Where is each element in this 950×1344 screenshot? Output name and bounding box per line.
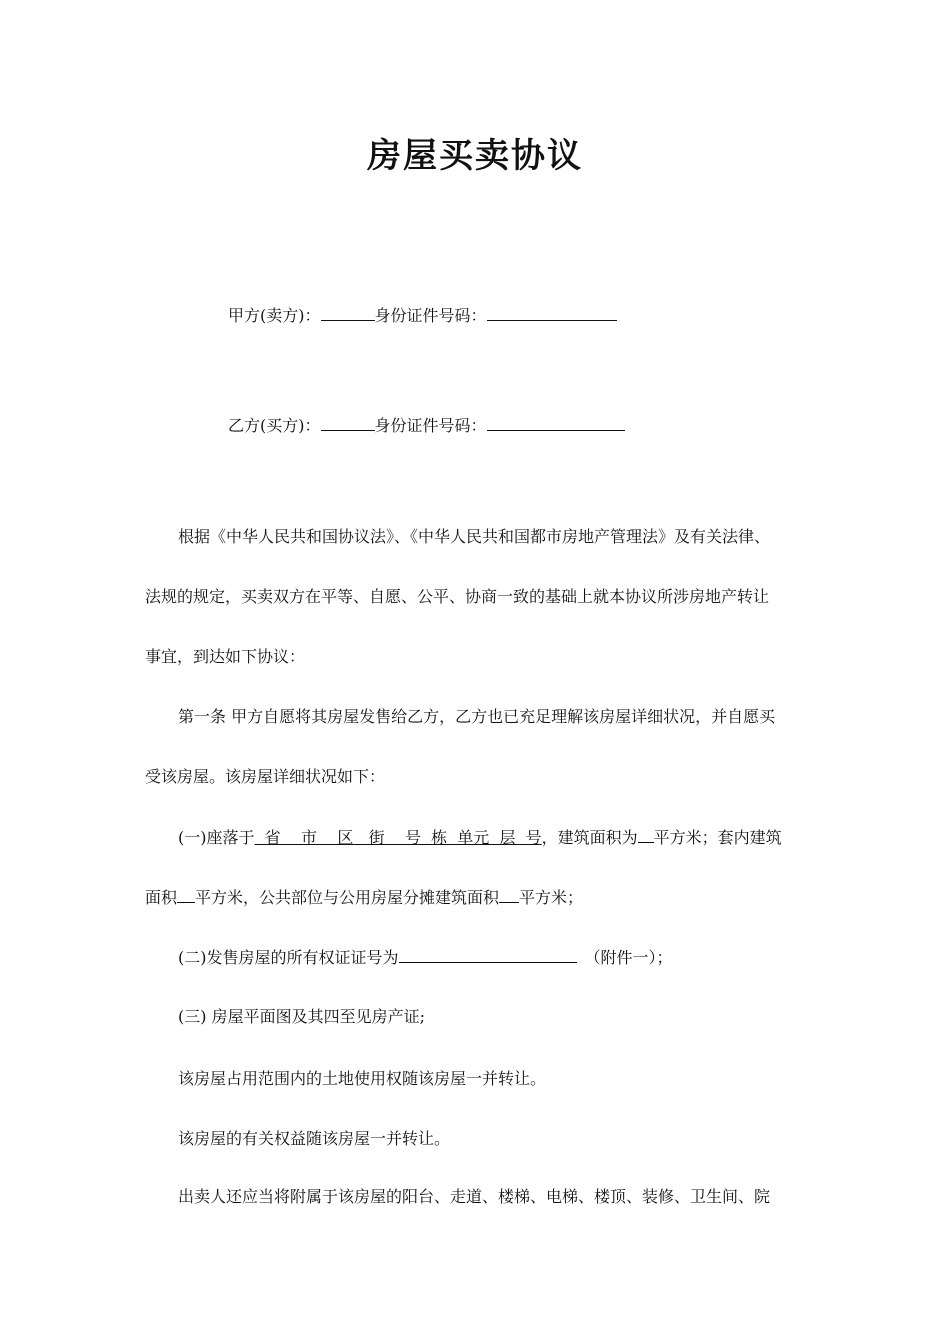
- item3-line: (三) 房屋平面图及其四至见房产证;: [178, 1007, 425, 1026]
- item1-mid2: 平方米；套内建筑: [653, 828, 782, 847]
- item1-area-blank: [638, 826, 654, 843]
- intro-line-1: 根据《中华人民共和国协议法》、《中华人民共和国都市房地产管理法》及有关法律、: [178, 527, 771, 546]
- item2-suffix: （附件一）；: [584, 948, 673, 967]
- attachments-paragraph: 出卖人还应当将附属于该房屋的阳台、走道、楼梯、电梯、楼顶、装修、卫生间、院: [178, 1187, 771, 1206]
- document-title: 房屋买卖协议: [367, 136, 583, 176]
- article1-line-2: 受该房屋。该房屋详细状况如下：: [145, 767, 386, 786]
- land-use-paragraph: 该房屋占用范围内的土地使用权随该房屋一并转让。: [178, 1069, 547, 1088]
- party-a-id-label: 身份证件号码：: [374, 306, 487, 325]
- party-b-name-blank: [321, 414, 375, 431]
- party-a-name-blank: [321, 304, 375, 321]
- item1-line2-b: 平方米，公共部位与公用房屋分摊建筑面积: [195, 888, 500, 907]
- item1-inner-area-blank: [177, 886, 195, 903]
- article1-line-1: 第一条 甲方自愿将其房屋发售给乙方，乙方也已充足理解该房屋详细状况，并自愿买: [178, 707, 776, 726]
- item1-line2-a: 面积: [145, 888, 178, 907]
- item1-location-blank: 省 市 区 街 号 栋 单元 层 号: [254, 828, 542, 847]
- rights-paragraph: 该房屋的有关权益随该房屋一并转让。: [178, 1129, 451, 1148]
- item2-cert-blank: [399, 946, 577, 963]
- party-b-id-label: 身份证件号码：: [374, 416, 487, 435]
- item2-text: (二)发售房屋的所有权证证号为: [178, 948, 399, 967]
- item1-line2-c: 平方米；: [519, 888, 584, 907]
- party-a-label: 甲方(卖方)：: [228, 306, 321, 325]
- party-b-id-blank: [487, 414, 625, 431]
- intro-line-2: 法规的规定，买卖双方在平等、自愿、公平、协商一致的基础上就本协议所涉房地产转让: [145, 587, 770, 606]
- intro-line-3: 事宜，到达如下协议：: [145, 647, 306, 666]
- party-b-line: [228, 414, 625, 437]
- item1-line-2: [145, 886, 583, 909]
- party-a-id-blank: [487, 304, 617, 321]
- item1-prefix: (一)座落于: [178, 828, 255, 847]
- party-a-line: [228, 304, 617, 327]
- party-b-label: 乙方(买方)：: [228, 416, 321, 435]
- item1-mid: ，建筑面积为: [541, 828, 638, 847]
- item1-line-1: [178, 826, 782, 849]
- item1-shared-area-blank: [499, 886, 519, 903]
- item2-line: [178, 946, 673, 969]
